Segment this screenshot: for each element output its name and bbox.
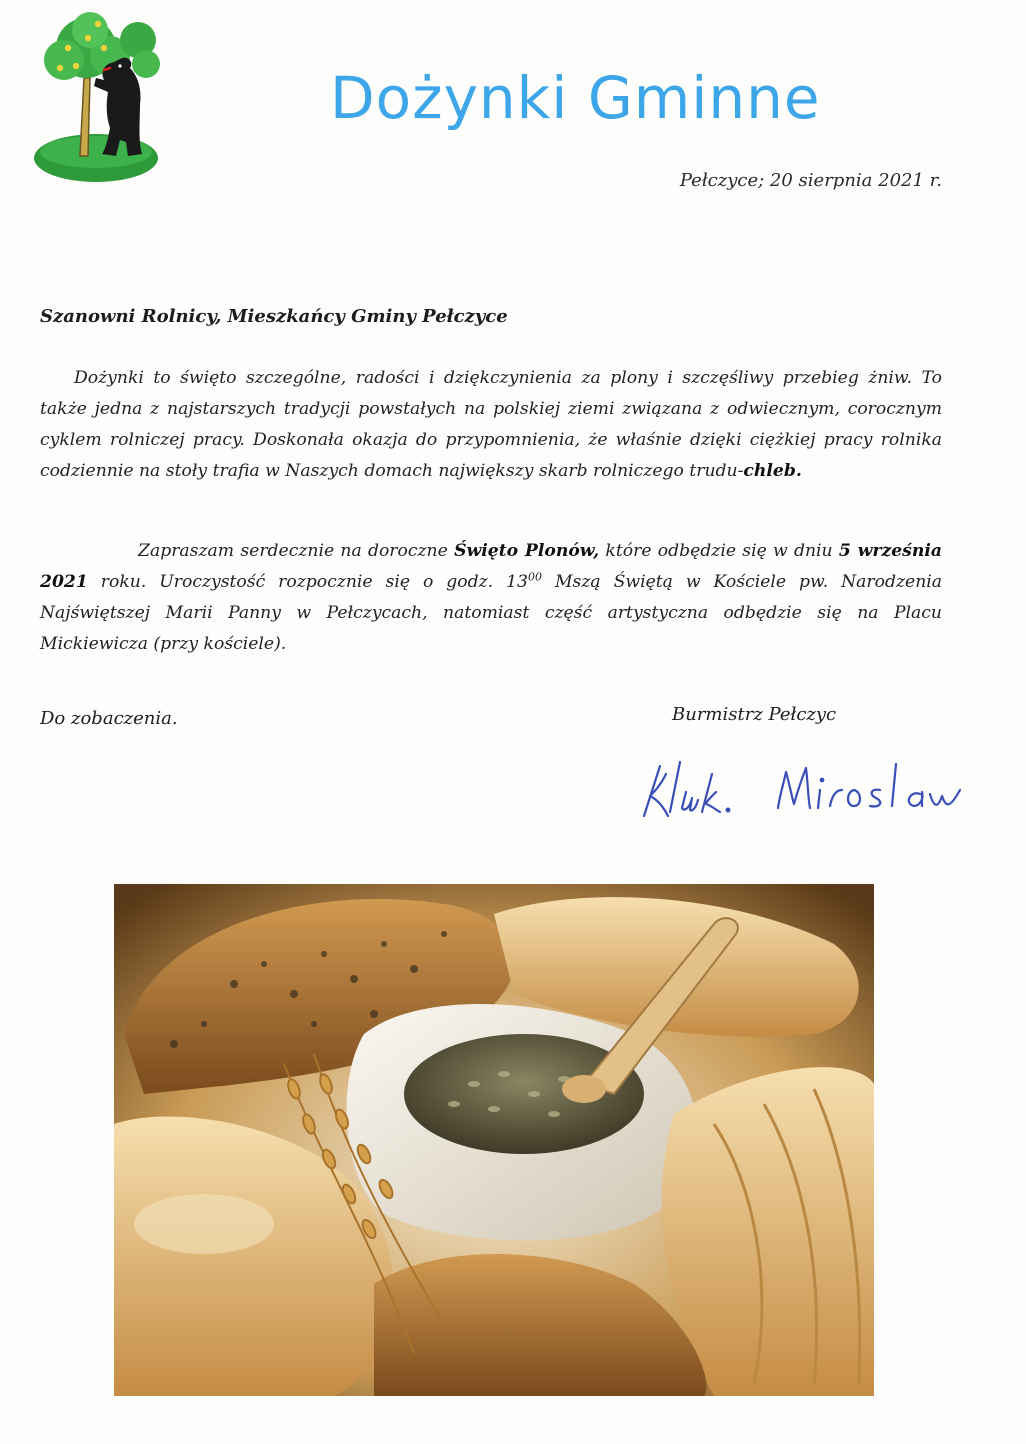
paragraph-2-time-sup: 00 [527,570,542,584]
paragraph-2-part3: roku. Uroczystość rozpocznie się o godz. 13 [87,572,528,592]
signer-title: Burmistrz Pełczyc [672,704,837,725]
paragraph-2-part2: które odbędzie się w dniu [599,541,839,561]
page-title: Dożynki Gminne [330,64,821,132]
paragraph-2-bold-event: Święto Plonów, [454,541,600,561]
paragraph-2-part4: Mszą Świętą w Kościele pw. Narodzenia Najświętszej Marii Panny w Pełczycach, natomiast część artystyczna odbędzie się na Placu Mickiewicza (przy kościele). [40,572,943,654]
paragraph-1 [40,363,942,487]
closing-line: Do zobaczenia. [40,708,178,729]
coat-of-arms-icon [30,8,168,186]
paragraph-2-bold-date: 5 września 2021 [40,541,942,592]
date-line: Pełczyce; 20 sierpnia 2021 r. [679,170,942,191]
paragraph-2 [40,536,942,660]
greeting: Szanowni Rolnicy, Mieszkańcy Gminy Pełczyce [40,306,508,327]
paragraph-1-text: Dożynki to święto szczególne, radości i dziękczynienia za plony i szczęśliwy przebieg żniw. To także jedna z najstarszych tradycji powstałych na polskiej ziemi związana z odwiecznym, corocznym cyklem rolniczej pracy. Doskonała okazja do przypomnienia, że właśnie dzięki ciężkiej pracy rolnika codziennie na stoły trafia w Naszych domach największy skarb rolniczego trudu- [40,368,942,481]
paragraph-2-part1: Zapraszam serdecznie na doroczne [138,541,455,561]
paragraph-1-bold-end: chleb. [743,461,802,481]
bread-photo [114,884,874,1396]
signature-icon [630,738,990,828]
